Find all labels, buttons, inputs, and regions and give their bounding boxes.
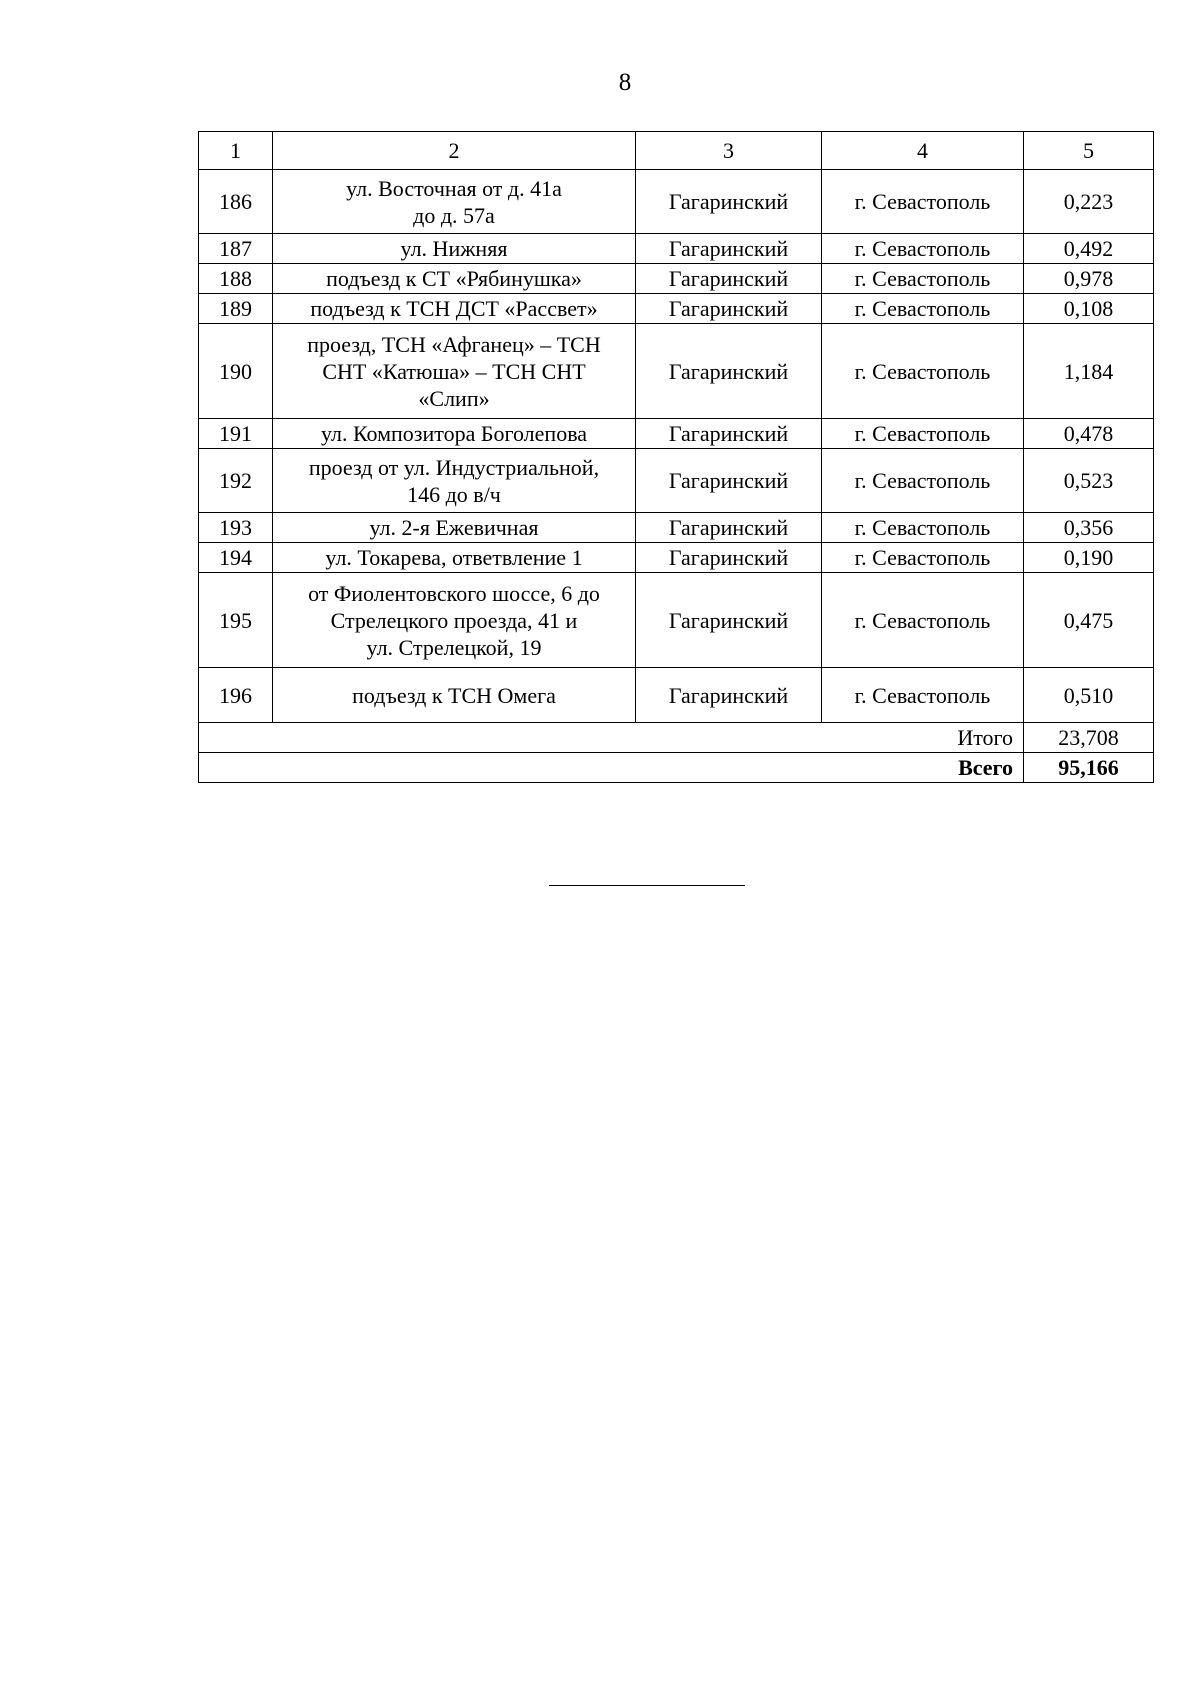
city-cell: г. Севастополь [822, 668, 1024, 723]
road-name-cell [273, 170, 636, 234]
table-row [199, 170, 1154, 234]
length-cell: 0,978 [1024, 264, 1154, 294]
table-row [199, 449, 1154, 513]
length-cell: 0,356 [1024, 513, 1154, 543]
district-cell: Гагаринский [636, 170, 822, 234]
road-name: подъезд к ТСН Омега [352, 682, 556, 708]
district-cell: Гагаринский [636, 294, 822, 324]
city-cell: г. Севастополь [822, 294, 1024, 324]
length-cell: 0,492 [1024, 234, 1154, 264]
road-name: ул. Нижняя [400, 236, 508, 261]
column-header: 5 [1024, 132, 1154, 170]
table-row [199, 324, 1154, 419]
district-cell: Гагаринский [636, 449, 822, 513]
length-cell: 0,223 [1024, 170, 1154, 234]
row-number: 195 [199, 573, 273, 668]
page-number: 8 [618, 69, 632, 96]
road-name-cell [273, 234, 636, 264]
road-name: подъезд к СТ «Рябинушка» [326, 266, 582, 291]
length-cell: 0,108 [1024, 294, 1154, 324]
column-header: 3 [636, 132, 822, 170]
road-name: от Фиолентовского шоссе, 6 до Стрелецкого проезда, 41 и ул. Стрелецкой, 19 [308, 580, 600, 660]
length-cell: 0,478 [1024, 419, 1154, 449]
row-number: 193 [199, 513, 273, 543]
subtotal-value: 23,708 [1024, 723, 1154, 753]
road-name-cell [273, 513, 636, 543]
subtotal-row [199, 723, 1154, 753]
table-row [199, 294, 1154, 324]
column-header: 4 [822, 132, 1024, 170]
length-cell: 1,184 [1024, 324, 1154, 419]
road-name-cell [273, 573, 636, 668]
road-name: подъезд к ТСН ДСТ «Рассвет» [310, 296, 598, 321]
row-number: 192 [199, 449, 273, 513]
city-cell: г. Севастополь [822, 170, 1024, 234]
roads-table [198, 131, 1154, 783]
district-cell: Гагаринский [636, 573, 822, 668]
separator-line [549, 885, 745, 886]
road-name-cell [273, 264, 636, 294]
district-cell: Гагаринский [636, 543, 822, 573]
road-name: ул. 2-я Ежевичная [369, 515, 539, 540]
row-number: 191 [199, 419, 273, 449]
road-name-cell [273, 324, 636, 419]
row-number: 186 [199, 170, 273, 234]
row-number: 187 [199, 234, 273, 264]
grand-total-row [199, 753, 1154, 783]
table-row [199, 264, 1154, 294]
subtotal-label: Итого [199, 723, 1024, 753]
table-row [199, 668, 1154, 723]
road-name: проезд от ул. Индустриальной, 146 до в/ч [308, 454, 600, 507]
road-name-cell [273, 419, 636, 449]
road-name-cell [273, 449, 636, 513]
row-number: 194 [199, 543, 273, 573]
table-row [199, 234, 1154, 264]
road-name-cell [273, 543, 636, 573]
city-cell: г. Севастополь [822, 264, 1024, 294]
length-cell: 0,510 [1024, 668, 1154, 723]
district-cell: Гагаринский [636, 513, 822, 543]
length-cell: 0,190 [1024, 543, 1154, 573]
road-name: проезд, ТСН «Афганец» – ТСН СНТ «Катюша» – ТСН СНТ «Слип» [307, 331, 601, 411]
district-cell: Гагаринский [636, 234, 822, 264]
table-row [199, 513, 1154, 543]
row-number: 188 [199, 264, 273, 294]
road-name: ул. Восточная от д. 41а до д. 57а [346, 175, 562, 228]
district-cell: Гагаринский [636, 419, 822, 449]
row-number: 189 [199, 294, 273, 324]
table-row [199, 419, 1154, 449]
table-row [199, 573, 1154, 668]
length-cell: 0,523 [1024, 449, 1154, 513]
city-cell: г. Севастополь [822, 324, 1024, 419]
city-cell: г. Севастополь [822, 419, 1024, 449]
table-row [199, 543, 1154, 573]
road-name-cell [273, 294, 636, 324]
grand-total-label: Всего [199, 753, 1024, 783]
road-name: ул. Композитора Боголепова [320, 421, 588, 446]
road-name: ул. Токарева, ответвление 1 [325, 545, 583, 570]
city-cell: г. Севастополь [822, 513, 1024, 543]
city-cell: г. Севастополь [822, 449, 1024, 513]
column-header: 2 [273, 132, 636, 170]
district-cell: Гагаринский [636, 324, 822, 419]
district-cell: Гагаринский [636, 264, 822, 294]
length-cell: 0,475 [1024, 573, 1154, 668]
city-cell: г. Севастополь [822, 543, 1024, 573]
road-name-cell [273, 668, 636, 723]
city-cell: г. Севастополь [822, 573, 1024, 668]
table-header-row [199, 132, 1154, 170]
row-number: 196 [199, 668, 273, 723]
column-header: 1 [199, 132, 273, 170]
district-cell: Гагаринский [636, 668, 822, 723]
city-cell: г. Севастополь [822, 234, 1024, 264]
row-number: 190 [199, 324, 273, 419]
grand-total-value: 95,166 [1024, 753, 1154, 783]
